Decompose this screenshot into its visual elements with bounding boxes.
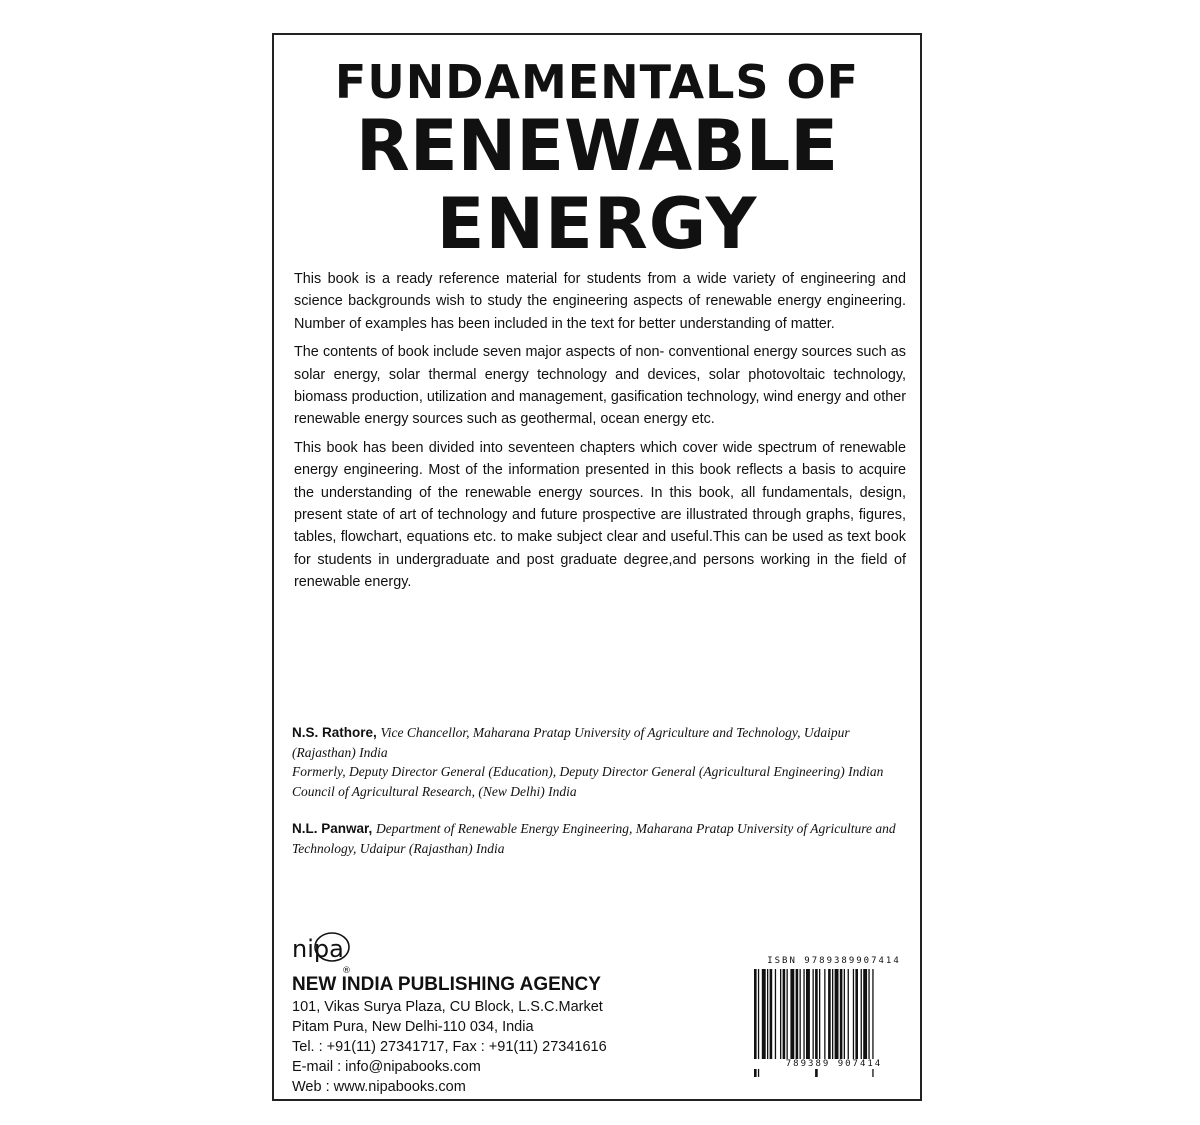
- barcode-bar: [853, 969, 854, 1069]
- book-back-cover: [272, 33, 922, 1101]
- title-line-1: FUNDAMENTALS OF: [334, 55, 860, 109]
- authors-section: [292, 723, 914, 876]
- publisher-email: E-mail : info@nipabooks.com: [292, 1059, 481, 1075]
- barcode-bar: [863, 969, 867, 1069]
- book-description: [294, 268, 906, 600]
- barcode-bar: [800, 969, 801, 1069]
- author-2-affiliation: Department of Renewable Energy Engineering, Maharana Pratap University of Agriculture and Technology, Udaipur (Rajasthan) India: [292, 821, 896, 856]
- author-1-affiliation: Vice Chancellor, Maharana Pratap University of Agriculture and Technology, Udaipur (Rajasthan) India: [292, 725, 850, 760]
- barcode-bar: [803, 969, 804, 1069]
- barcode-bar: [787, 969, 788, 1069]
- barcode-bar: [783, 969, 786, 1069]
- logo-registered-mark: ®: [342, 966, 351, 975]
- author-2-name: N.L. Panwar,: [292, 821, 373, 836]
- barcode-bar: [780, 969, 781, 1069]
- description-paragraph-3: This book has been divided into seventeen chapters which cover wide spectrum of renewable energy engineering. Most of the information presented in this book reflects a basis to acquire the understanding of the renewable energy sources. In this book, all fundamentals, design, present state of art of technology and future prospective are illustrated through graphs, figures, tables, flowchart, equations etc. to make subject clear and useful.This can be used as text book for students in undergraduate and post graduate degree,and persons working in the field of renewable energy.: [294, 439, 906, 591]
- barcode-bar: [813, 969, 814, 1069]
- publisher-web: Web : www.nipabooks.com: [292, 1079, 466, 1095]
- publisher-info: [292, 975, 607, 1097]
- barcode-digits: 789389 907414: [750, 1059, 918, 1069]
- barcode-bar: [806, 969, 810, 1069]
- barcode-bar: [844, 969, 845, 1069]
- title-line-2: RENEWABLE: [355, 105, 839, 187]
- barcode-bar: [861, 969, 862, 1069]
- barcode-bar: [796, 969, 799, 1069]
- title-line-3: ENERGY: [436, 183, 758, 265]
- barcode-bar: [762, 969, 766, 1069]
- barcode-bar: [840, 969, 843, 1069]
- barcode-bar: [828, 969, 831, 1069]
- publisher-address-1: 101, Vikas Surya Plaza, CU Block, L.S.C.Market: [292, 999, 603, 1015]
- barcode-bar: [868, 969, 869, 1069]
- publisher-address-2: Pitam Pura, New Delhi-110 034, India: [292, 1019, 534, 1035]
- barcode-bar: [855, 969, 858, 1069]
- author-2: [292, 819, 914, 858]
- publisher-tel-fax: Tel. : +91(11) 27341717, Fax : +91(11) 27341616: [292, 1039, 607, 1055]
- author-1: [292, 723, 914, 801]
- publisher-name: NEW INDIA PUBLISHING AGENCY: [292, 974, 601, 995]
- author-1-name: N.S. Rathore,: [292, 725, 377, 740]
- barcode-bar: [770, 969, 773, 1069]
- barcode-bar: [832, 969, 833, 1069]
- barcode-bar: [824, 969, 825, 1069]
- nipa-logo-icon: [290, 925, 354, 975]
- logo-text: nipa: [292, 935, 344, 963]
- barcode-bar: [835, 969, 839, 1069]
- description-paragraph-2: The contents of book include seven major aspects of non- conventional energy sources such as solar energy, solar thermal energy technology and devices, solar photovoltaic technology, biomass production, utilization and management, gasification technology, wind energy and other renewable energy sources such as geothermal, ocean energy etc.: [294, 344, 906, 428]
- description-paragraph-1: This book is a ready reference material for students from a wide variety of engineering and science backgrounds wish to study the engineering aspects of renewable energy engineering. Number of examples has been included in the text for better understanding of matter.: [294, 271, 906, 332]
- isbn-label: ISBN 9789389907414: [767, 956, 901, 966]
- author-1-former: Formerly, Deputy Director General (Education), Deputy Director General (Agricultural Engineering) Indian Council of Agricultural Research, (New Delhi) India: [292, 764, 884, 799]
- barcode-bar: [790, 969, 794, 1069]
- barcode-bar: [819, 969, 820, 1069]
- barcode-bar: [848, 969, 849, 1069]
- barcode-bar: [767, 969, 768, 1069]
- barcode-bar: [775, 969, 776, 1069]
